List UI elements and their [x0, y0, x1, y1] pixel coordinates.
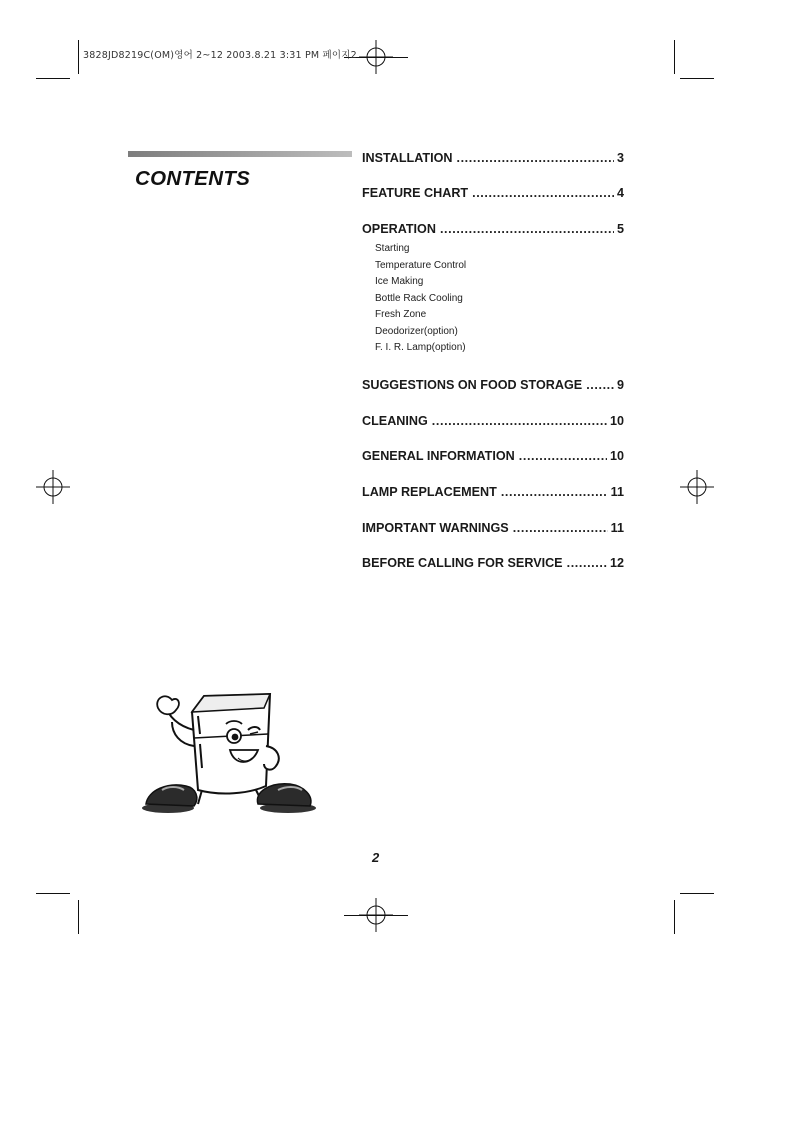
toc-entry-lamp-replacement[interactable]	[362, 485, 624, 499]
toc-entry-operation[interactable]	[362, 222, 624, 236]
toc-entry-installation[interactable]	[362, 151, 624, 165]
registration-mark-icon	[680, 470, 714, 504]
page-title: CONTENTS	[135, 167, 251, 190]
toc-entry-before-calling-service[interactable]	[362, 556, 624, 570]
toc-label: INSTALLATION	[362, 151, 453, 165]
toc-page: 12	[609, 556, 624, 570]
dot-leader	[472, 186, 614, 200]
toc-entry-feature-chart[interactable]	[362, 186, 624, 200]
toc-label: CLEANING	[362, 414, 428, 428]
toc-subitem[interactable]: Starting	[375, 243, 410, 254]
dot-leader	[567, 556, 607, 570]
page-number: 2	[372, 850, 380, 865]
toc-entry-general-information[interactable]	[362, 449, 624, 463]
dot-leader	[432, 414, 607, 428]
toc-page: 11	[610, 521, 624, 535]
toc-page: 10	[609, 414, 624, 428]
toc-entry-cleaning[interactable]	[362, 414, 624, 428]
toc-label: GENERAL INFORMATION	[362, 449, 515, 463]
toc-label: LAMP REPLACEMENT	[362, 485, 497, 499]
refrigerator-mascot-icon	[138, 686, 334, 820]
toc-subitem[interactable]: Ice Making	[375, 276, 424, 287]
toc-label: BEFORE CALLING FOR SERVICE	[362, 556, 563, 570]
toc-subitem[interactable]: F. I. R. Lamp(option)	[375, 342, 466, 353]
toc-page: 11	[610, 485, 624, 499]
dot-leader	[501, 485, 608, 499]
toc-label: IMPORTANT WARNINGS	[362, 521, 509, 535]
registration-mark-icon	[359, 40, 393, 74]
toc-page: 4	[616, 186, 624, 200]
title-bar	[128, 151, 352, 157]
registration-mark-icon	[359, 898, 393, 932]
toc-entry-important-warnings[interactable]	[362, 521, 624, 535]
toc-page: 10	[609, 449, 624, 463]
dot-leader	[519, 449, 607, 463]
toc-entry-food-storage[interactable]	[362, 378, 624, 392]
dot-leader	[513, 521, 608, 535]
dot-leader	[456, 151, 614, 165]
toc-page: 5	[616, 222, 624, 236]
dot-leader	[586, 378, 614, 392]
toc-subitem[interactable]: Fresh Zone	[375, 309, 427, 320]
registration-mark-icon	[36, 470, 70, 504]
toc-subitem[interactable]: Temperature Control	[375, 260, 467, 271]
toc-subitem[interactable]: Deodorizer(option)	[375, 326, 458, 337]
toc-label: OPERATION	[362, 222, 436, 236]
toc-page: 3	[616, 151, 624, 165]
toc-label: SUGGESTIONS ON FOOD STORAGE	[362, 378, 583, 392]
print-slug: 3828JD8219C(OM)영어 2~12 2003.8.21 3:31 PM 페이지2	[83, 50, 357, 61]
toc-label: FEATURE CHART	[362, 186, 469, 200]
dot-leader	[440, 222, 614, 236]
toc-page: 9	[616, 378, 624, 392]
toc-subitem[interactable]: Bottle Rack Cooling	[375, 293, 463, 304]
